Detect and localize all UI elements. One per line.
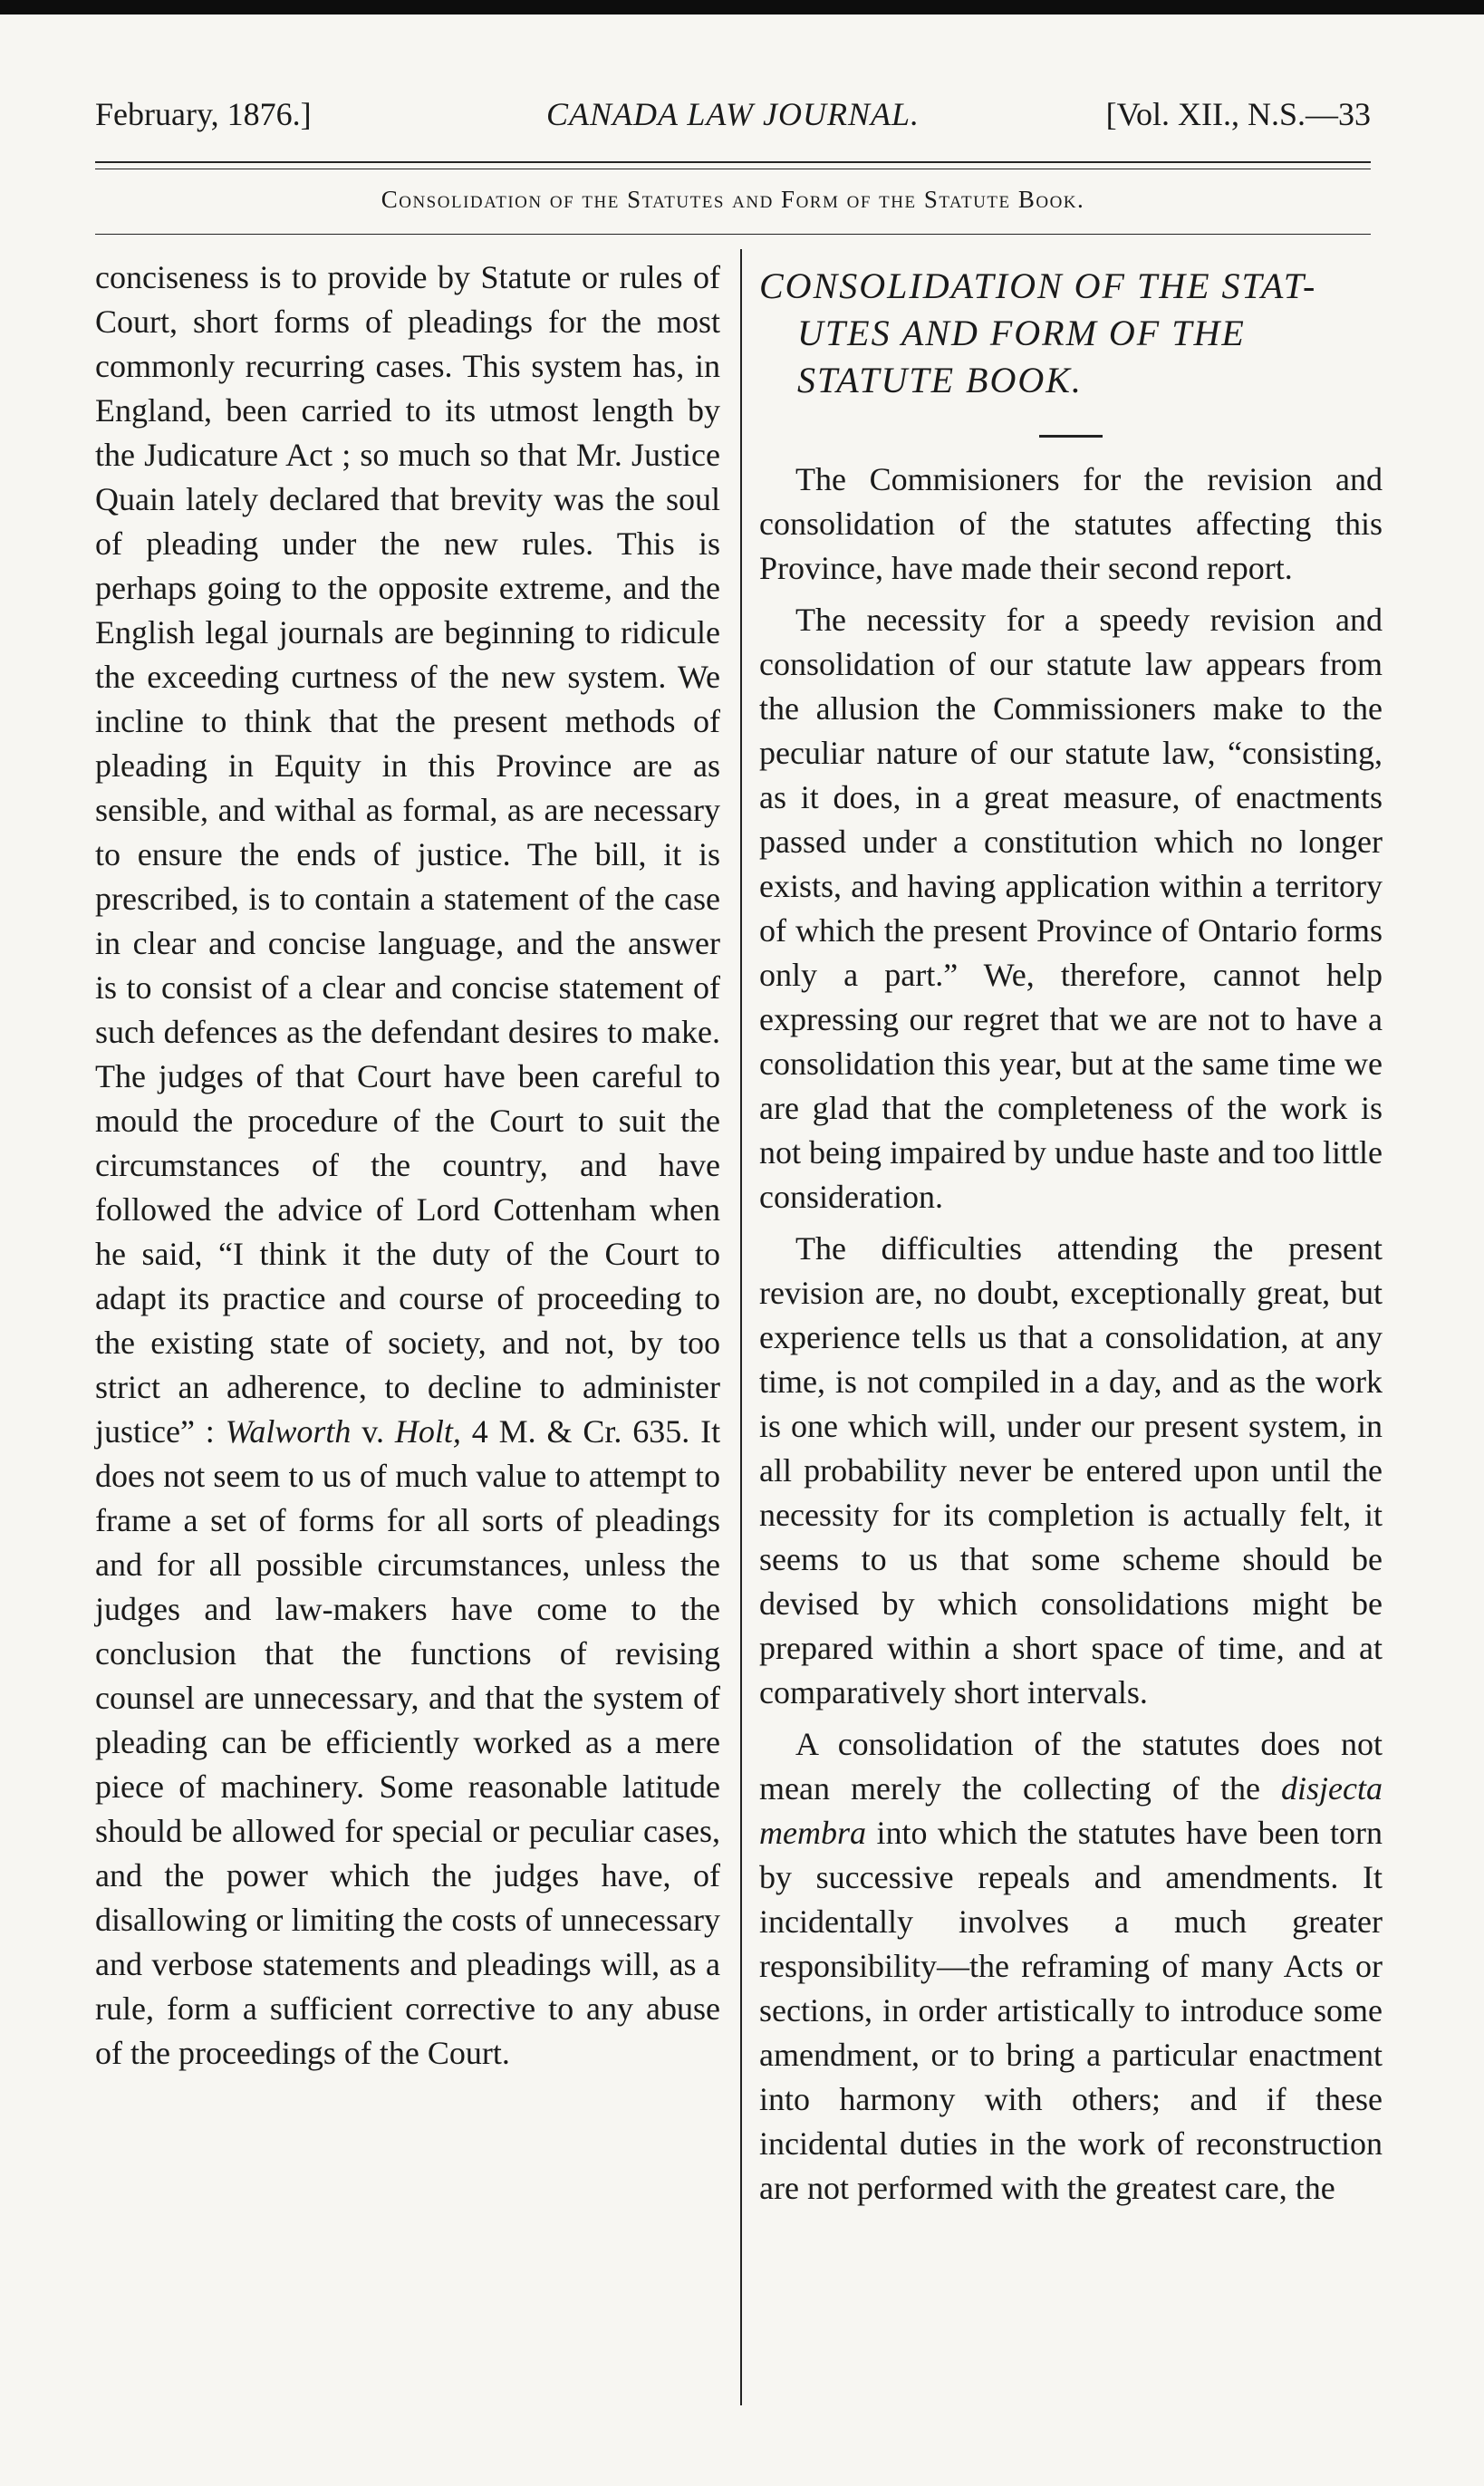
header-volume: [Vol. XII., N.S.—33	[1105, 96, 1371, 132]
left-column	[95, 255, 720, 2076]
article-title-line1: CONSOLIDATION OF THE STAT-	[759, 265, 1317, 306]
header-date: February, 1876.]	[95, 96, 312, 132]
header-rule-top	[95, 161, 1371, 163]
article-title-line3: STATUTE BOOK.	[797, 360, 1083, 400]
column-divider	[740, 249, 742, 2405]
right-column	[759, 255, 1383, 2218]
article-title	[759, 263, 1383, 404]
left-text-before-citation: conciseness is to provide by Statute or rules of Court, short forms of pleadings for the most commonly recurring cases. This system has, in England, been carried to its utmost length by the Judicature Act ; so much so that Mr. Justice Quain lately declared that brevity was the soul of pleading under the new rules. This is perhaps going to the opposite extreme, and the English legal journals are beginning to ridicule the exceeding curtness of the new system. We incline to think that the present methods of pleading in Equity in this Province are as sensible, and withal as formal, as are necessary to ensure the ends of justice. The bill, it is prescribed, is to contain a statement of the case in clear and concise language, and the answer is to consist of a clear and concise statement of such defences as the defendant desires to make. The judges of that Court have been careful to mould the procedure of the Court to suit the circumstances of the country, and have followed the advice of Lord Cottenham when he said, “I think it the duty of the Court to adapt its practice and course of proceeding to the existing state of society, and not, by too strict an adherence, to decline to administer justice” :	[95, 259, 720, 1450]
citation-case-b: Holt,	[394, 1413, 461, 1450]
citation-v: v.	[361, 1413, 384, 1450]
citation-ref: 4 M. & Cr. 635.	[471, 1413, 690, 1450]
right-paragraph-1: The Commisioners for the revision and consolidation of the statutes affecting this Province, have made their second report.	[759, 461, 1383, 586]
left-column-paragraph	[95, 255, 720, 2076]
running-header	[95, 95, 1371, 149]
title-rule	[1039, 435, 1103, 438]
header-journal-title: CANADA LAW JOURNAL.	[546, 96, 920, 132]
p4-after-italic: into which the statutes have been torn by successive repeals and amendments. It incidentally involves a much greater responsibility—the reframing of many Acts or sections, in order artistically to introduce some amendment, or to bring a particular enactment into harmony with others; and if these incidental duties in the work of reconstruction are not performed with the greatest care, the	[759, 1815, 1383, 2206]
citation-case-a: Walworth	[225, 1413, 352, 1450]
section-subheading: Consolidation of the Statutes and Form of the Statute Book.	[381, 186, 1085, 213]
page-top-edge	[0, 0, 1484, 14]
right-paragraph-2: The necessity for a speedy revision and consolidation of our statute law appears from the allusion the Commissioners make to the peculiar nature of our statute law, “consisting, as it does, in a great measure, of enactments passed under a constitution which no longer exists, and having application within a territory of which the present Province of Ontario forms only a part.” We, therefore, cannot help expressing our regret that we are not to have a consolidation this year, but at the same time we are glad that the completeness of the work is not being impaired by undue haste and too little consideration.	[759, 602, 1383, 1215]
right-paragraph-4	[759, 1722, 1383, 2211]
subheading-rule	[95, 234, 1371, 235]
p4-before-italic: A consolidation of the statutes does not mean merely the collecting of the	[759, 1726, 1383, 1807]
article-title-line2: UTES AND FORM OF THE	[797, 313, 1246, 353]
right-paragraph-3: The difficulties attending the present revision are, no doubt, exceptionally great, but experience tells us that a consolidation, at any time, is not compiled in a day, and as the work is one which will, under our present system, in all probability never be entered upon until the necessity for its completion is actually felt, it seems to us that some scheme should be devised by which consolidations might be prepared within a short space of time, and at comparatively short intervals.	[759, 1230, 1383, 1710]
left-text-after-citation: It does not seem to us of much value to attempt to frame a set of forms for all sorts of pleadings and for all possible circumstances, unless the judges and law-makers have come to the conclusion that the functions of revising counsel are unnecessary, and that the system of pleading can be efficiently worked as a mere piece of machinery. Some reasonable latitude should be allowed for special or peculiar cases, and the power which the judges have, of disallowing or limiting the costs of unnecessary and verbose statements and pleadings will, as a rule, form a sufficient corrective to any abuse of the proceedings of the Court.	[95, 1413, 721, 2071]
p4-italic-phrase: disjecta membra	[759, 1770, 1383, 1851]
